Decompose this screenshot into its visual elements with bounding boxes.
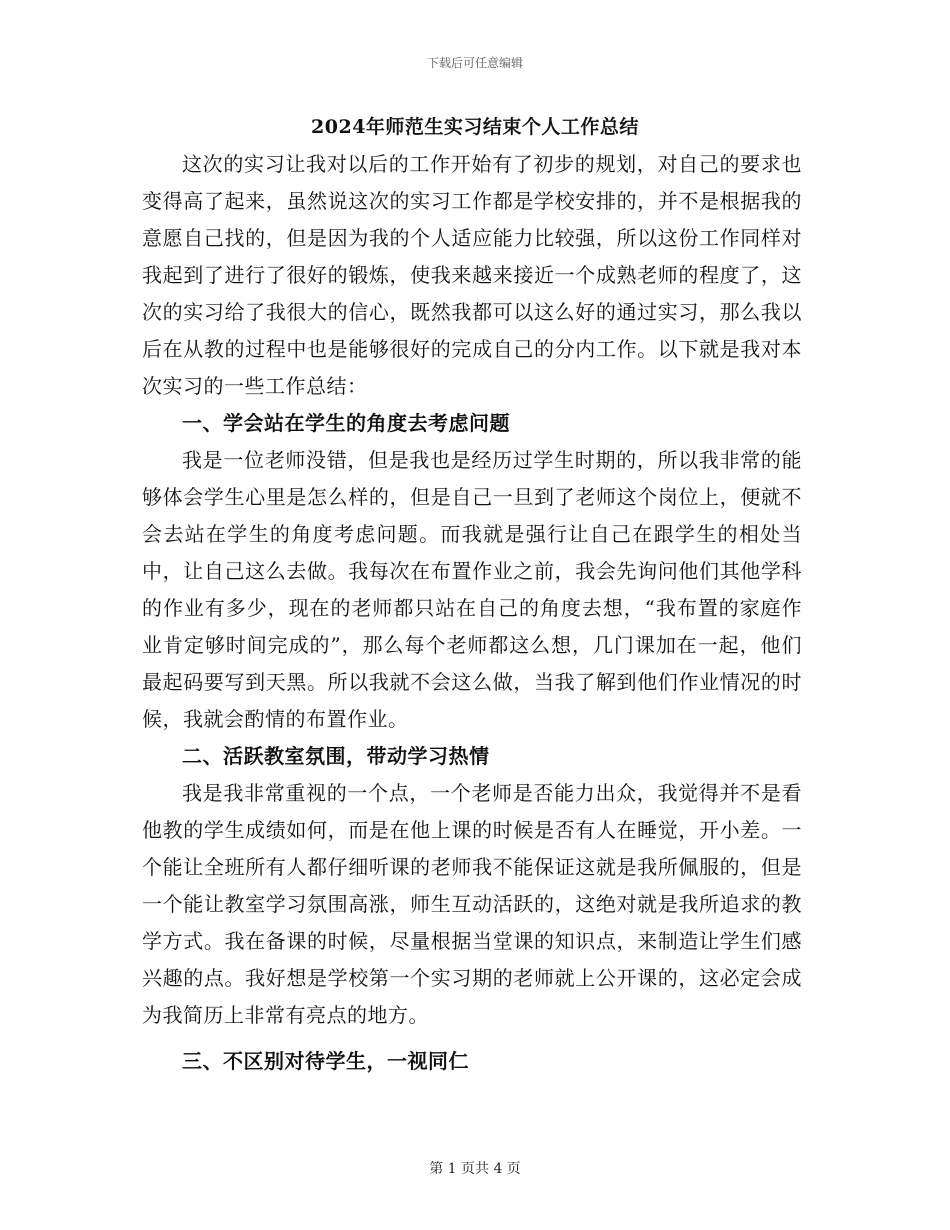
section-heading-1: 一、学会站在学生的角度去考虑问题 (182, 411, 510, 435)
document-title: 2024年师范生实习结束个人工作总结 (311, 116, 639, 138)
page-footer: 第 1 页共 4 页 (429, 1161, 521, 1177)
section-heading-2: 二、活跃教室氛围，带动学习热情 (182, 744, 490, 768)
page-header: 下载后可任意编辑 (426, 56, 523, 70)
section-heading-3: 三、不区别对待学生，一视同仁 (182, 1049, 469, 1073)
paragraph-intro: 这次的实习让我对以后的工作开始有了初步的规划，对自己的要求也变得高了起来，虽然说这次的实习工作都是学校安排的，并不是根据我的意愿自己找的，但是因为我的个人适应能力比较强，所以这份工作同样对我起到了进行了很好的锻炼，使我来越来接近一个成熟老师的程度了，这次的实习给了我很大的信心，既然我都可以这么好的通过实习，那么我以后在从教的过程中也是能够很好的完成自己的分内工作。以下就是我对本次实习的一些工作总结： (142, 152, 802, 398)
paragraph-section-2: 我是我非常重视的一个点，一个老师是否能力出众，我觉得并不是看他教的学生成绩如何，而是在他上课的时候是否有人在睡觉，开小差。一个能让全班所有人都仔细听课的老师我不能保证这就是我所佩服的，但是一个能让教室学习氛围高涨，师生互动活跃的，这绝对就是我所追求的教学方式。我在备课的时候，尽量根据当堂课的知识点，来制造让学生们感兴趣的点。我好想是学校第一个实习期的老师就上公开课的，这必定会成为我简历上非常有亮点的地方。 (142, 781, 802, 1027)
document-body (142, 146, 802, 1080)
paragraph-section-1: 我是一位老师没错，但是我也是经历过学生时期的，所以我非常的能够体会学生心里是怎么样的，但是自己一旦到了老师这个岗位上，便就不会去站在学生的角度考虑问题。而我就是强行让自己在跟学生的相处当中，让自己这么去做。我每次在布置作业之前，我会先询问他们其他学科的作业有多少，现在的老师都只站在自己的角度去想，“我布置的家庭作业肯定够时间完成的”，那么每个老师都这么想，几门课加在一起，他们最起码要写到天黑。所以我就不会这么做，当我了解到他们作业情况的时候，我就会酌情的布置作业。 (142, 448, 802, 731)
